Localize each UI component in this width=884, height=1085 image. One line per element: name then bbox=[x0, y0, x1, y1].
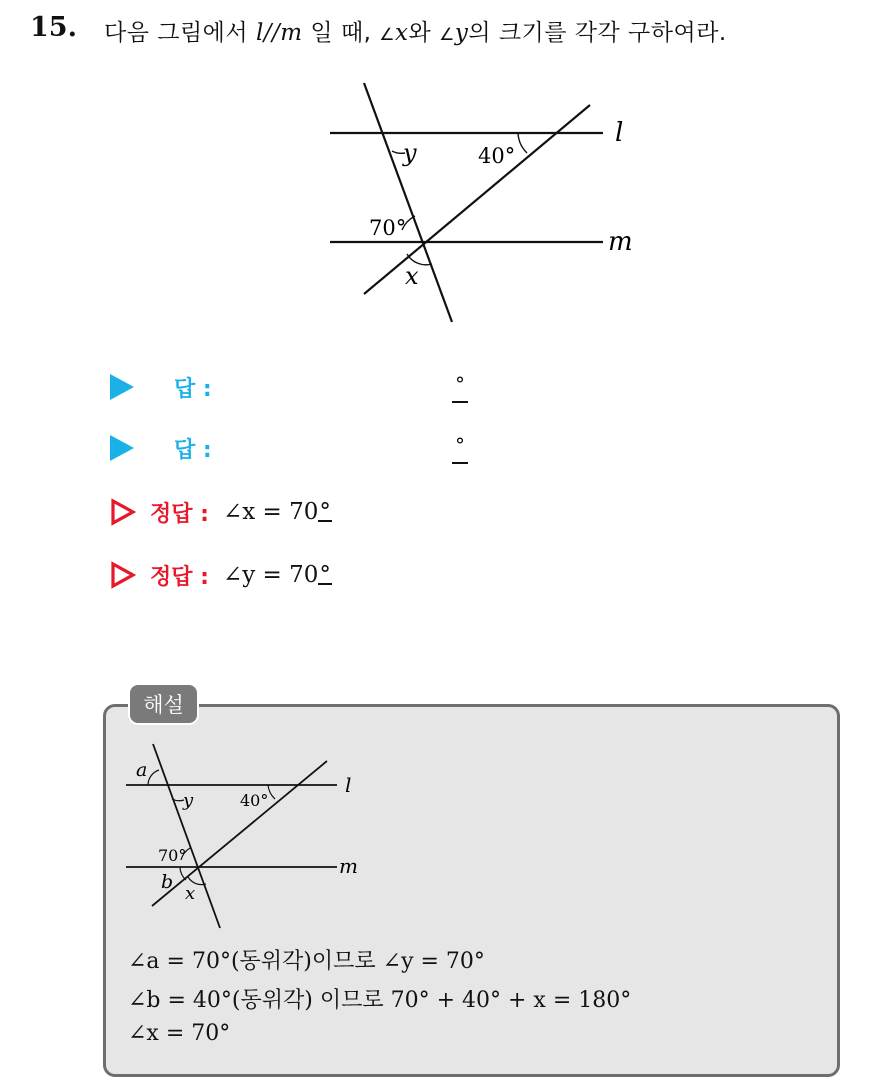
play-triangle-icon bbox=[110, 435, 134, 461]
answer-row-1 bbox=[110, 367, 212, 407]
correct-answer-row-1 bbox=[110, 492, 332, 532]
label-x: x bbox=[405, 262, 419, 290]
question-text-mid1: 일 때, bbox=[302, 20, 380, 46]
label-y: y bbox=[403, 139, 417, 167]
correct-answer-x: ∠x = 70° bbox=[222, 499, 331, 525]
var-y: y bbox=[454, 20, 469, 46]
label-70: 70° bbox=[369, 216, 407, 240]
angle-symbol: ∠ bbox=[379, 25, 396, 45]
outline-triangle-icon bbox=[110, 498, 136, 526]
question-text-after: 의 크기를 각각 구하여라. bbox=[468, 20, 727, 46]
question-number: 15. bbox=[30, 12, 77, 43]
sol-label-70: 70° bbox=[158, 846, 187, 865]
sol-label-a: a bbox=[136, 759, 148, 781]
parallel-notation: l//m bbox=[255, 20, 303, 46]
solution-tab: 해설 bbox=[128, 683, 199, 725]
sol-label-m: m bbox=[339, 854, 358, 878]
main-figure bbox=[0, 0, 884, 340]
sol-label-l: l bbox=[345, 773, 352, 797]
answer-label: 답 : bbox=[174, 437, 212, 463]
answer-label: 답 : bbox=[174, 376, 212, 402]
solution-line-2: ∠b = 40°(동위각) 이므로 70° + 40° + x = 180° bbox=[128, 988, 632, 1013]
solution-line-1: ∠a = 70°(동위각)이므로 ∠y = 70° bbox=[128, 949, 485, 974]
outline-triangle-icon bbox=[110, 561, 136, 589]
sol-label-b: b bbox=[161, 871, 174, 893]
sol-arc-a bbox=[148, 770, 159, 785]
arc-40 bbox=[518, 133, 527, 153]
sol-label-x: x bbox=[185, 883, 196, 904]
angle-symbol: ∠ bbox=[439, 25, 455, 45]
label-l: l bbox=[615, 118, 624, 148]
correct-label: 정답 : bbox=[150, 501, 209, 527]
correct-answer-row-2 bbox=[110, 555, 332, 595]
label-40: 40° bbox=[478, 144, 516, 168]
sol-transversal-2 bbox=[152, 761, 327, 906]
correct-answer-y: ∠y = 70° bbox=[222, 562, 331, 588]
sol-label-40: 40° bbox=[240, 791, 269, 810]
answer-row-2 bbox=[110, 428, 212, 468]
question-text-mid2: 와 bbox=[408, 20, 440, 46]
solution-line-3: ∠x = 70° bbox=[128, 1021, 231, 1046]
answer-blank-2[interactable]: ° bbox=[452, 436, 468, 464]
answer-blank-1[interactable]: ° bbox=[452, 375, 468, 403]
var-x: x bbox=[395, 20, 409, 46]
sol-label-y: y bbox=[183, 790, 194, 811]
correct-label: 정답 : bbox=[150, 564, 209, 590]
sol-arc-40 bbox=[268, 785, 275, 799]
play-triangle-icon bbox=[110, 374, 134, 400]
label-m: m bbox=[608, 227, 633, 257]
solution-figure bbox=[0, 730, 884, 940]
question-text-before: 다음 그림에서 bbox=[104, 20, 256, 46]
